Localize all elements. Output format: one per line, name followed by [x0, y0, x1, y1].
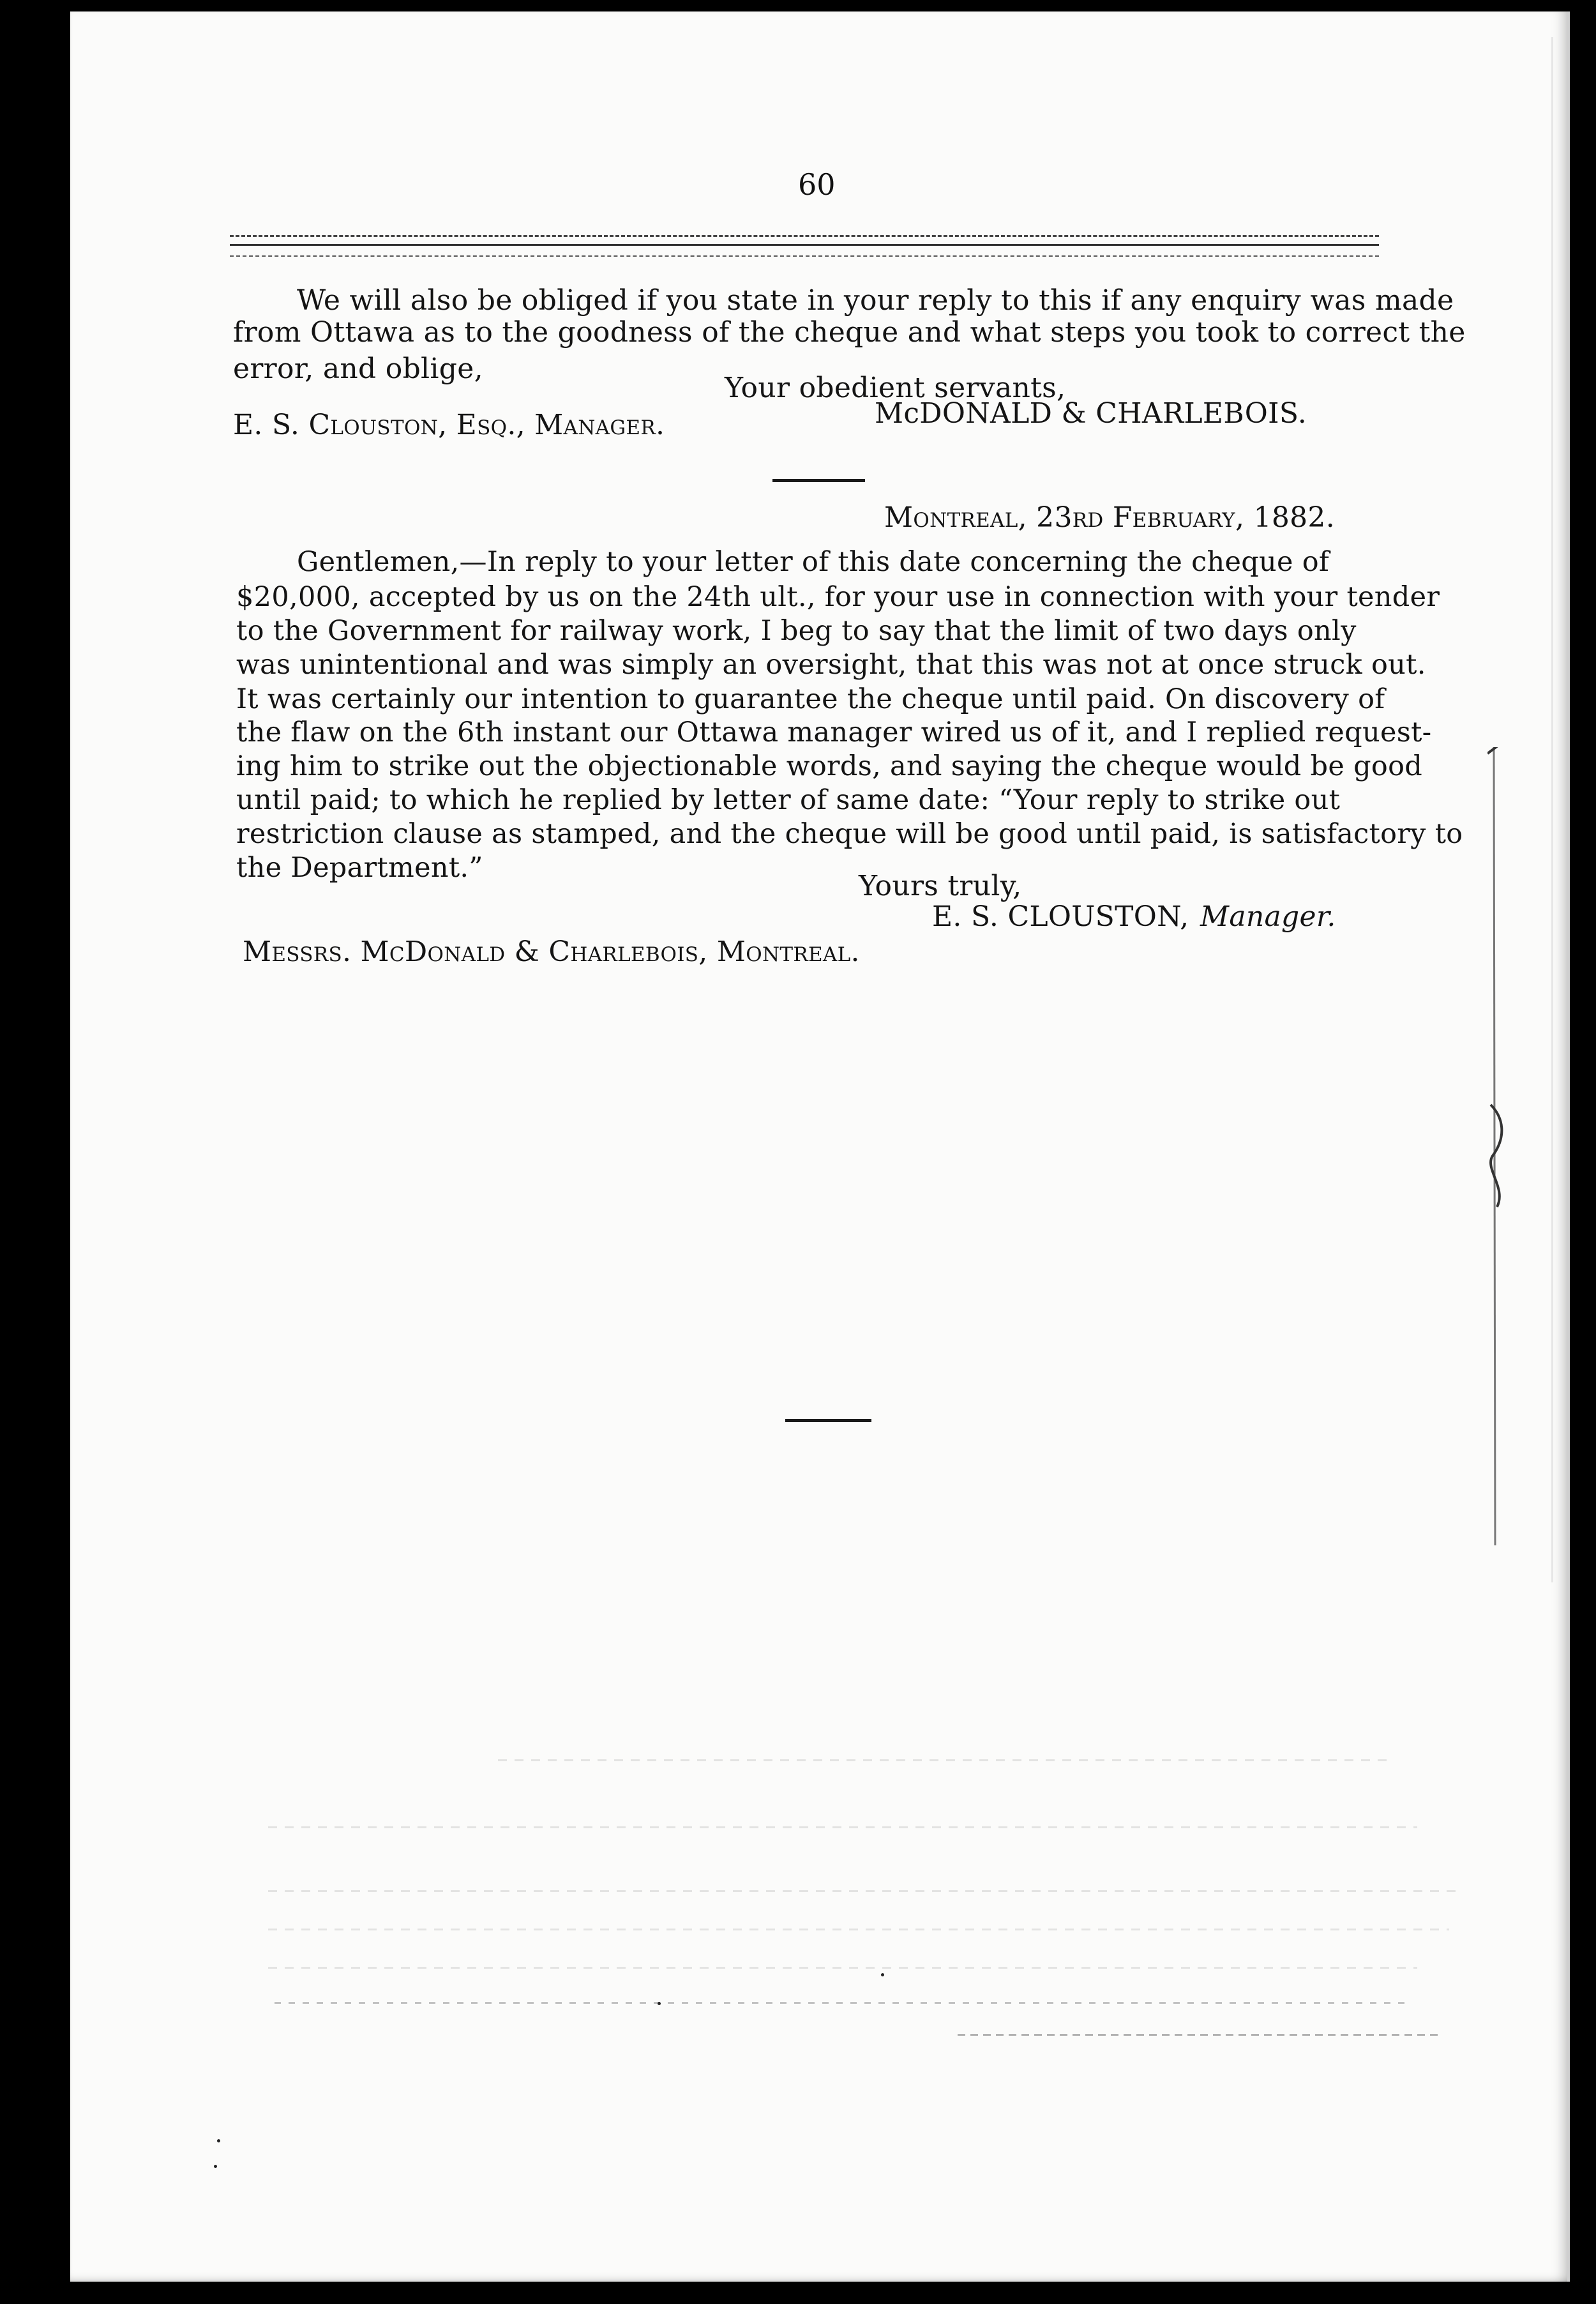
letter2-line-4: was unintentional and was simply an oversight, that this was not at once struck out.: [236, 649, 1426, 681]
letter2-closing: Yours truly,: [859, 870, 1022, 902]
ink-speck: [217, 2139, 220, 2142]
bleed-through-line: [268, 1929, 1449, 1930]
letter2-line-5: It was certainly our intention to guarantee the cheque until paid. On discovery of: [236, 683, 1385, 715]
letter2-signature-name: E. S. CLOUSTON,: [932, 900, 1189, 933]
letter2-dateline: Montreal, 23rd February, 1882.: [884, 501, 1335, 534]
letter1-line-1: We will also be obliged if you state in your reply to this if any enquiry was made: [297, 284, 1454, 317]
ink-speck: [881, 1973, 884, 1976]
letter2-line-7: ing him to strike out the objectionable words, and saying the cheque would be good: [236, 750, 1423, 782]
letter2-line-2: $20,000, accepted by us on the 24th ult., for your use in connection with your tender: [236, 581, 1440, 613]
bleed-through-line: [958, 2034, 1443, 2036]
letter2-line-9: restriction clause as stamped, and the cheque will be good until paid, is satisfactory to: [236, 818, 1463, 850]
letter1-line-2: from Ottawa as to the goodness of the cheque and what steps you took to correct the: [233, 316, 1466, 349]
header-rule-top: [230, 235, 1379, 237]
letter2-line-8: until paid; to which he replied by letter of same date: “Your reply to strike out: [236, 784, 1341, 816]
letter2-signature-title: Manager.: [1200, 900, 1336, 933]
bleed-through-line: [498, 1759, 1392, 1761]
bleed-through-line: [268, 1890, 1456, 1892]
letter2-line-3: to the Government for railway work, I beg to say that the limit of two days only: [236, 615, 1357, 647]
ink-speck: [658, 2002, 661, 2005]
separator-rule-2: [785, 1419, 871, 1422]
bleed-through-line: [275, 2002, 1411, 2004]
letter2-line-6: the flaw on the 6th instant our Ottawa manager wired us of it, and I replied request-: [236, 716, 1432, 748]
letter2-line-10: the Department.”: [236, 852, 483, 884]
bleed-through-line: [268, 1967, 1417, 1969]
ink-speck: [214, 2165, 217, 2168]
header-rule-middle: [230, 244, 1379, 246]
letter1-signature: McDONALD & CHARLEBOIS.: [875, 397, 1307, 430]
bleed-through-line: [268, 1826, 1417, 1828]
letter1-line-3: error, and oblige,: [233, 352, 483, 385]
binding-thread-mark: [1487, 747, 1513, 1545]
page-edge-shadow: [1551, 37, 1596, 1582]
header-rule-bottom: [230, 255, 1379, 257]
letter1-closing: Your obedient servants,: [725, 372, 1066, 404]
page-number: 60: [798, 167, 836, 202]
letter1-addressee: E. S. Clouston, Esq., Manager.: [233, 409, 665, 441]
letter2-line-1: Gentlemen,—In reply to your letter of this date concerning the cheque of: [297, 546, 1330, 578]
separator-rule-1: [772, 479, 865, 482]
letter2-addressee: Messrs. McDonald & Charlebois, Montreal.: [243, 936, 860, 968]
